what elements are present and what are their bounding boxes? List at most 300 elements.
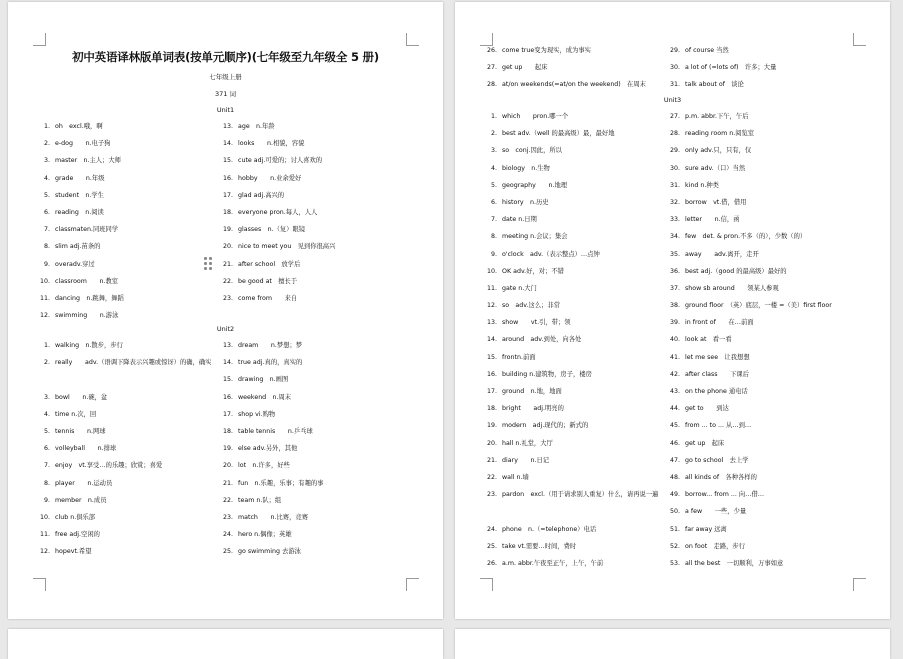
vocab-item bbox=[217, 428, 413, 445]
vocab-item bbox=[217, 192, 413, 209]
unit2-continued-left-column bbox=[481, 47, 673, 99]
vocab-number: 18. bbox=[222, 427, 233, 435]
vocab-entry: student n.学生 bbox=[55, 191, 104, 199]
vocab-number: 10. bbox=[486, 267, 497, 275]
vocab-number: 31. bbox=[669, 181, 680, 189]
vocab-item bbox=[664, 491, 860, 508]
vocab-number: 17. bbox=[222, 410, 233, 418]
vocab-number: 3. bbox=[490, 147, 497, 155]
vocab-entry: from ... to ... 从…到… bbox=[685, 422, 752, 430]
vocab-entry: sure adv.（口）当然 bbox=[685, 164, 746, 172]
unit3-left-column bbox=[481, 113, 673, 577]
vocab-number: 7. bbox=[490, 216, 497, 224]
vocab-item bbox=[217, 175, 413, 192]
vocab-item bbox=[34, 243, 226, 260]
vocab-number: 28. bbox=[486, 81, 497, 89]
vocab-number: 5. bbox=[43, 427, 50, 435]
grade-label: 七年级上册 bbox=[209, 73, 242, 81]
vocab-number: 20. bbox=[222, 462, 233, 470]
vocab-number: 40. bbox=[669, 336, 680, 344]
vocab-entry: take vt.需要…时间，费时 bbox=[502, 542, 577, 550]
vocab-number: 26. bbox=[486, 559, 497, 567]
vocab-number: 45. bbox=[669, 422, 680, 430]
vocab-entry: of course 当然 bbox=[685, 47, 729, 54]
unit2-right-column bbox=[217, 342, 413, 565]
vocab-item bbox=[481, 182, 673, 199]
vocab-item bbox=[481, 199, 673, 216]
vocab-number: 9. bbox=[43, 260, 50, 268]
vocab-entry: so adv.这么；非常 bbox=[502, 302, 561, 310]
vocab-entry: everyone pron.每人，人人 bbox=[238, 208, 318, 216]
vocab-number: 8. bbox=[43, 243, 50, 251]
vocab-number: 12. bbox=[39, 312, 50, 320]
vocab-item bbox=[34, 295, 226, 312]
vocab-entry: lot n.许多，好些 bbox=[238, 462, 290, 470]
crop-mark bbox=[33, 33, 46, 46]
vocab-number: 16. bbox=[222, 174, 233, 182]
vocab-item bbox=[664, 147, 860, 164]
vocab-item bbox=[481, 440, 673, 457]
vocab-item bbox=[34, 342, 226, 359]
vocab-entry: on the phone 通电话 bbox=[685, 388, 748, 395]
vocab-number: 14. bbox=[486, 336, 497, 344]
vocab-item bbox=[664, 251, 860, 268]
vocab-item bbox=[481, 147, 673, 164]
vocab-number: 32. bbox=[669, 198, 680, 206]
vocab-number: 22. bbox=[486, 473, 497, 481]
vocab-item bbox=[34, 192, 226, 209]
vocab-item bbox=[481, 165, 673, 182]
vocab-entry: in front of 在…前面 bbox=[685, 319, 754, 327]
vocab-item bbox=[34, 140, 226, 157]
vocab-item bbox=[34, 123, 226, 140]
vocab-number: 4. bbox=[43, 410, 50, 418]
vocab-item bbox=[481, 216, 673, 233]
vocab-item bbox=[481, 233, 673, 250]
vocab-item bbox=[217, 157, 413, 174]
unit2-left-column bbox=[34, 342, 226, 565]
vocab-item bbox=[217, 261, 413, 278]
vocab-number: 36. bbox=[669, 267, 680, 275]
vocab-entry: time n.次，回 bbox=[55, 410, 97, 418]
vocab-number: 19. bbox=[222, 445, 233, 453]
vocab-entry: cute adj.可爱的；讨人喜欢的 bbox=[238, 157, 323, 165]
vocab-entry: so conj.因此，所以 bbox=[502, 147, 562, 155]
vocab-entry: best adv.（well 的最高级）最，最好地 bbox=[502, 130, 615, 138]
vocab-number: 2. bbox=[43, 359, 50, 367]
vocab-number: 8. bbox=[43, 479, 50, 487]
vocab-entry: player n.运动员 bbox=[55, 479, 113, 487]
vocab-number: 22. bbox=[222, 496, 233, 504]
vocab-number: 50. bbox=[669, 508, 680, 516]
vocab-number: 5. bbox=[490, 181, 497, 189]
vocab-number: 33. bbox=[669, 216, 680, 224]
vocab-number: 21. bbox=[222, 479, 233, 487]
crop-mark bbox=[406, 578, 419, 591]
vocab-entry: go swimming 去游泳 bbox=[238, 548, 301, 556]
vocab-entry: dream n.梦想；梦 bbox=[238, 342, 303, 349]
vocab-entry: hall n.礼堂，大厅 bbox=[502, 439, 553, 447]
vocab-item bbox=[481, 560, 673, 577]
vocab-number: 23. bbox=[486, 491, 497, 499]
vocab-entry: a.m. abbr.午夜至正午，上午，午前 bbox=[502, 559, 604, 567]
vocab-entry: gate n.大门 bbox=[502, 284, 537, 292]
vocab-entry: after class 下课后 bbox=[685, 370, 750, 378]
vocab-entry: master n.主人；大师 bbox=[55, 157, 121, 165]
vocab-number: 35. bbox=[669, 250, 680, 258]
vocab-number: 4. bbox=[490, 164, 497, 172]
vocab-entry: get to 到达 bbox=[685, 405, 729, 413]
vocab-number: 7. bbox=[43, 462, 50, 470]
unit2-continued-right-column bbox=[664, 47, 860, 99]
document-page-4 bbox=[455, 629, 890, 659]
vocab-entry: best adj.（good 的最高级）最好的 bbox=[685, 267, 787, 275]
vocab-entry: team n.队；组 bbox=[238, 496, 282, 504]
vocab-number: 1. bbox=[490, 113, 497, 120]
unit1-heading: Unit1 bbox=[216, 106, 235, 114]
vocab-entry: swimming n.游泳 bbox=[55, 312, 119, 320]
vocab-item bbox=[664, 182, 860, 199]
vocab-number: 29. bbox=[669, 47, 680, 54]
vocab-item bbox=[664, 47, 860, 64]
vocab-item bbox=[34, 445, 226, 462]
crop-mark bbox=[853, 578, 866, 591]
vocab-entry: get up 起床 bbox=[502, 64, 548, 72]
vocab-number: 44. bbox=[669, 405, 680, 413]
vocab-entry: reading n.阅读 bbox=[55, 208, 104, 216]
vocab-number: 17. bbox=[486, 388, 497, 395]
vocab-entry: else adv.另外，其他 bbox=[238, 445, 298, 453]
vocab-item bbox=[34, 157, 226, 174]
vocab-entry: go to school 去上学 bbox=[685, 456, 749, 464]
vocab-entry: grade n.年级 bbox=[55, 174, 105, 182]
vocab-number: 15. bbox=[486, 353, 497, 361]
vocab-entry: glad adj.高兴的 bbox=[238, 191, 285, 199]
crop-mark bbox=[853, 33, 866, 46]
vocab-entry: drawing n.画图 bbox=[238, 376, 289, 384]
vocab-number: 48. bbox=[669, 473, 680, 481]
unit3-right-column bbox=[664, 113, 860, 577]
vocab-number: 20. bbox=[222, 243, 233, 251]
vocab-number: 9. bbox=[490, 250, 497, 258]
vocab-entry: classmaten.同班同学 bbox=[55, 226, 119, 234]
vocab-number: 29. bbox=[669, 147, 680, 155]
vocab-item bbox=[217, 295, 413, 312]
vocab-item bbox=[481, 113, 673, 130]
vocab-entry: phone n.（=telephone）电话 bbox=[502, 525, 597, 533]
vocab-number: 3. bbox=[43, 393, 50, 401]
vocab-entry: borrow vt.借，借用 bbox=[685, 198, 747, 206]
vocab-item bbox=[217, 514, 413, 531]
vocab-entry: look at 看一看 bbox=[685, 336, 732, 344]
vocab-item bbox=[34, 359, 226, 393]
vocab-item bbox=[481, 457, 673, 474]
vocab-entry: hobby n.业余爱好 bbox=[238, 174, 302, 182]
vocab-number: 5. bbox=[43, 191, 50, 199]
vocab-number: 46. bbox=[669, 439, 680, 447]
vocab-number: 24. bbox=[222, 531, 233, 539]
vocab-entry: at/on weekends(=at/on the weekend) 在周末 bbox=[502, 81, 646, 89]
vocab-item bbox=[481, 491, 673, 525]
vocab-entry: date n.日期 bbox=[502, 216, 537, 224]
vocab-number: 25. bbox=[222, 548, 233, 556]
vocab-entry: all kinds of 各种各样的 bbox=[685, 473, 757, 481]
vocab-item bbox=[34, 278, 226, 295]
vocab-entry: enjoy vt.享受…的乐趣；欣赏；喜爱 bbox=[55, 462, 163, 470]
vocab-item bbox=[217, 359, 413, 376]
vocab-number: 52. bbox=[669, 542, 680, 550]
vocab-entry: p.m. abbr.下午，午后 bbox=[685, 113, 749, 120]
vocab-number: 19. bbox=[486, 422, 497, 430]
vocab-item bbox=[664, 165, 860, 182]
vocab-item bbox=[481, 302, 673, 319]
vocab-item bbox=[34, 428, 226, 445]
vocab-entry: classroom n.教室 bbox=[55, 277, 119, 285]
vocab-number: 41. bbox=[669, 353, 680, 361]
vocab-item bbox=[664, 474, 860, 491]
vocab-entry: letter n.信，函 bbox=[685, 216, 740, 224]
vocab-entry: match n.比赛，竞赛 bbox=[238, 513, 308, 521]
vocab-item bbox=[34, 261, 226, 278]
vocab-number: 51. bbox=[669, 525, 680, 533]
vocab-entry: ground n.地，地面 bbox=[502, 388, 562, 395]
vocab-item bbox=[664, 543, 860, 560]
unit1-right-column bbox=[217, 123, 413, 312]
vocab-number: 11. bbox=[39, 294, 50, 302]
vocab-entry: come true变为现实，成为事实 bbox=[502, 47, 591, 54]
vocab-number: 11. bbox=[39, 531, 50, 539]
vocab-number: 14. bbox=[222, 359, 233, 367]
vocab-number: 6. bbox=[490, 198, 497, 206]
vocab-entry: let me see 让我想想 bbox=[685, 353, 750, 361]
vocab-number: 13. bbox=[222, 123, 233, 130]
vocab-item bbox=[664, 560, 860, 577]
vocab-number: 18. bbox=[222, 208, 233, 216]
vocab-item bbox=[217, 548, 413, 565]
vocab-number: 38. bbox=[669, 302, 680, 310]
crop-mark bbox=[480, 33, 493, 46]
vocab-number: 9. bbox=[43, 496, 50, 504]
vocab-entry: volleyball n.排球 bbox=[55, 445, 117, 453]
vocab-item bbox=[34, 411, 226, 428]
vocab-item bbox=[664, 508, 860, 525]
vocab-entry: get up 起床 bbox=[685, 439, 725, 447]
vocab-entry: club n.俱乐部 bbox=[55, 513, 96, 521]
vocab-item bbox=[481, 47, 673, 64]
vocab-item bbox=[481, 474, 673, 491]
vocab-entry: walking n.散步，步行 bbox=[55, 342, 123, 349]
vocab-number: 1. bbox=[43, 123, 50, 130]
vocab-number: 24. bbox=[486, 525, 497, 533]
vocab-item bbox=[481, 526, 673, 543]
vocab-item bbox=[664, 336, 860, 353]
vocab-entry: be good at 擅长于 bbox=[238, 277, 298, 285]
vocab-item bbox=[217, 445, 413, 462]
vocab-item bbox=[664, 130, 860, 147]
vocab-number: 28. bbox=[669, 130, 680, 138]
vocab-item bbox=[664, 233, 860, 250]
vocab-number: 27. bbox=[486, 64, 497, 72]
vocab-item bbox=[481, 336, 673, 353]
document-page-1 bbox=[8, 2, 443, 619]
vocab-entry: only adv.只，只有，仅 bbox=[685, 147, 752, 155]
vocab-number: 4. bbox=[43, 174, 50, 182]
unit2-heading: Unit2 bbox=[216, 325, 235, 333]
vocab-number: 23. bbox=[222, 294, 233, 302]
vocab-entry: biology n.生物 bbox=[502, 164, 550, 172]
vocab-item bbox=[481, 371, 673, 388]
vocab-entry: looks n.相貌，容貌 bbox=[238, 140, 305, 148]
vocab-number: 15. bbox=[222, 157, 233, 165]
crop-mark bbox=[33, 578, 46, 591]
vocab-number: 6. bbox=[43, 445, 50, 453]
vocab-item bbox=[481, 422, 673, 439]
vocab-item bbox=[217, 226, 413, 243]
vocab-number: 8. bbox=[490, 233, 497, 241]
vocab-number: 47. bbox=[669, 456, 680, 464]
crop-mark bbox=[406, 33, 419, 46]
vocab-number: 3. bbox=[43, 157, 50, 165]
vocab-number: 30. bbox=[669, 164, 680, 172]
vocab-item bbox=[217, 243, 413, 260]
vocab-entry: away adv.离开，走开 bbox=[685, 250, 759, 258]
vocab-item bbox=[664, 440, 860, 457]
crop-mark bbox=[480, 578, 493, 591]
vocab-item bbox=[217, 480, 413, 497]
vocab-item bbox=[664, 64, 860, 81]
drag-handle-icon[interactable] bbox=[204, 257, 212, 271]
document-page-2 bbox=[455, 2, 890, 619]
vocab-item bbox=[217, 531, 413, 548]
vocab-entry: pardon excl.（用于请求别人重复）什么，请再说一遍 bbox=[502, 491, 659, 499]
vocab-entry: dancing n.跳舞，舞蹈 bbox=[55, 294, 124, 302]
vocab-number: 27. bbox=[669, 113, 680, 120]
vocab-entry: e-dog n.电子狗 bbox=[55, 140, 111, 148]
unit3-heading: Unit3 bbox=[663, 96, 682, 104]
vocab-item bbox=[664, 268, 860, 285]
vocab-entry: come from 来自 bbox=[238, 294, 298, 302]
vocab-entry: modern adj.现代的；新式的 bbox=[502, 422, 589, 430]
vocab-entry: show vt.引，带；领 bbox=[502, 319, 571, 327]
vocab-number: 15. bbox=[222, 376, 233, 384]
vocab-entry: few det. & pron.不多（的），少数（的） bbox=[685, 233, 807, 241]
vocab-number: 12. bbox=[39, 548, 50, 556]
vocab-item bbox=[664, 526, 860, 543]
vocab-number: 18. bbox=[486, 405, 497, 413]
vocab-entry: glasses n.（复）眼镜 bbox=[238, 226, 306, 234]
document-page-3 bbox=[8, 629, 443, 659]
vocab-item bbox=[664, 422, 860, 439]
vocab-item bbox=[34, 531, 226, 548]
vocab-number: 1. bbox=[43, 342, 50, 349]
vocab-item bbox=[34, 548, 226, 565]
vocab-entry: diary n.日记 bbox=[502, 456, 550, 464]
vocab-number: 2. bbox=[43, 140, 50, 148]
vocab-item bbox=[664, 113, 860, 130]
vocab-entry: building n.建筑物，房子，楼房 bbox=[502, 370, 592, 378]
vocab-number: 16. bbox=[222, 393, 233, 401]
unit1-left-column bbox=[34, 123, 226, 329]
vocab-item bbox=[481, 251, 673, 268]
vocab-entry: table tennis n.乒乓球 bbox=[238, 427, 313, 435]
vocab-item bbox=[217, 123, 413, 140]
vocab-item bbox=[34, 226, 226, 243]
vocab-item bbox=[34, 209, 226, 226]
vocab-item bbox=[664, 405, 860, 422]
vocab-item bbox=[217, 462, 413, 479]
vocab-entry: show sb around 领某人参观 bbox=[685, 284, 779, 292]
vocab-item bbox=[481, 354, 673, 371]
vocab-item bbox=[481, 388, 673, 405]
vocab-number: 39. bbox=[669, 319, 680, 327]
document-title: 初中英语译林版单词表(按单元顺序)(七年级至九年级全 5 册) bbox=[72, 50, 379, 64]
vocab-entry: weekend n.周末 bbox=[238, 393, 292, 401]
vocab-entry: kind n.种类 bbox=[685, 181, 719, 189]
vocab-entry: member n.成员 bbox=[55, 496, 107, 504]
vocab-item bbox=[664, 285, 860, 302]
vocab-number: 21. bbox=[486, 456, 497, 464]
vocab-entry: bright adj.明亮的 bbox=[502, 405, 564, 413]
vocab-entry: after school 放学后 bbox=[238, 260, 301, 268]
vocab-entry: age n.年龄 bbox=[238, 123, 275, 130]
vocab-item bbox=[481, 285, 673, 302]
vocab-item bbox=[217, 411, 413, 428]
vocab-item bbox=[481, 268, 673, 285]
vocab-entry: far away 远离 bbox=[685, 525, 727, 533]
vocab-number: 30. bbox=[669, 64, 680, 72]
vocab-number: 34. bbox=[669, 233, 680, 241]
vocab-entry: bowl n.碗，盆 bbox=[55, 393, 108, 401]
vocab-item bbox=[217, 278, 413, 295]
vocab-entry: hopevt.希望 bbox=[55, 548, 92, 556]
vocab-entry: nice to meet you 见到你很高兴 bbox=[238, 243, 336, 251]
vocab-entry: wall n.墙 bbox=[502, 473, 529, 481]
vocab-item bbox=[217, 497, 413, 514]
vocab-entry: hero n.偶像；英雄 bbox=[238, 531, 292, 539]
vocab-number: 6. bbox=[43, 208, 50, 216]
vocab-number: 13. bbox=[222, 342, 233, 349]
vocab-number: 21. bbox=[222, 260, 233, 268]
vocab-item bbox=[664, 199, 860, 216]
vocab-number: 42. bbox=[669, 370, 680, 378]
vocab-item bbox=[34, 175, 226, 192]
vocab-entry: tennis n.网球 bbox=[55, 427, 106, 435]
vocab-number: 11. bbox=[486, 284, 497, 292]
vocab-number: 12. bbox=[486, 302, 497, 310]
vocab-entry: ground floor （英）底层，一楼 =（美）first floor bbox=[685, 302, 832, 310]
vocab-item bbox=[34, 497, 226, 514]
vocab-number: 7. bbox=[43, 226, 50, 234]
vocab-item bbox=[481, 64, 673, 81]
vocab-number: 26. bbox=[486, 47, 497, 54]
vocab-item bbox=[217, 376, 413, 393]
vocab-entry: free adj.空闲的 bbox=[55, 531, 100, 539]
vocab-item bbox=[217, 342, 413, 359]
vocab-item bbox=[217, 140, 413, 157]
vocab-number: 22. bbox=[222, 277, 233, 285]
vocab-entry: overadv.穿过 bbox=[55, 260, 95, 268]
vocab-number: 19. bbox=[222, 226, 233, 234]
vocab-number: 49. bbox=[669, 491, 680, 499]
vocab-entry: slim adj.苗条的 bbox=[55, 243, 101, 251]
vocab-entry: around adv.到处，向各处 bbox=[502, 336, 582, 344]
vocab-item bbox=[34, 480, 226, 497]
vocab-number: 23. bbox=[222, 513, 233, 521]
vocab-item bbox=[664, 302, 860, 319]
vocab-entry: a lot of (=lots of) 许多；大量 bbox=[685, 64, 777, 72]
vocab-entry: on foot 走路，步行 bbox=[685, 542, 746, 550]
vocab-entry: oh excl.哦，啊 bbox=[55, 123, 103, 130]
